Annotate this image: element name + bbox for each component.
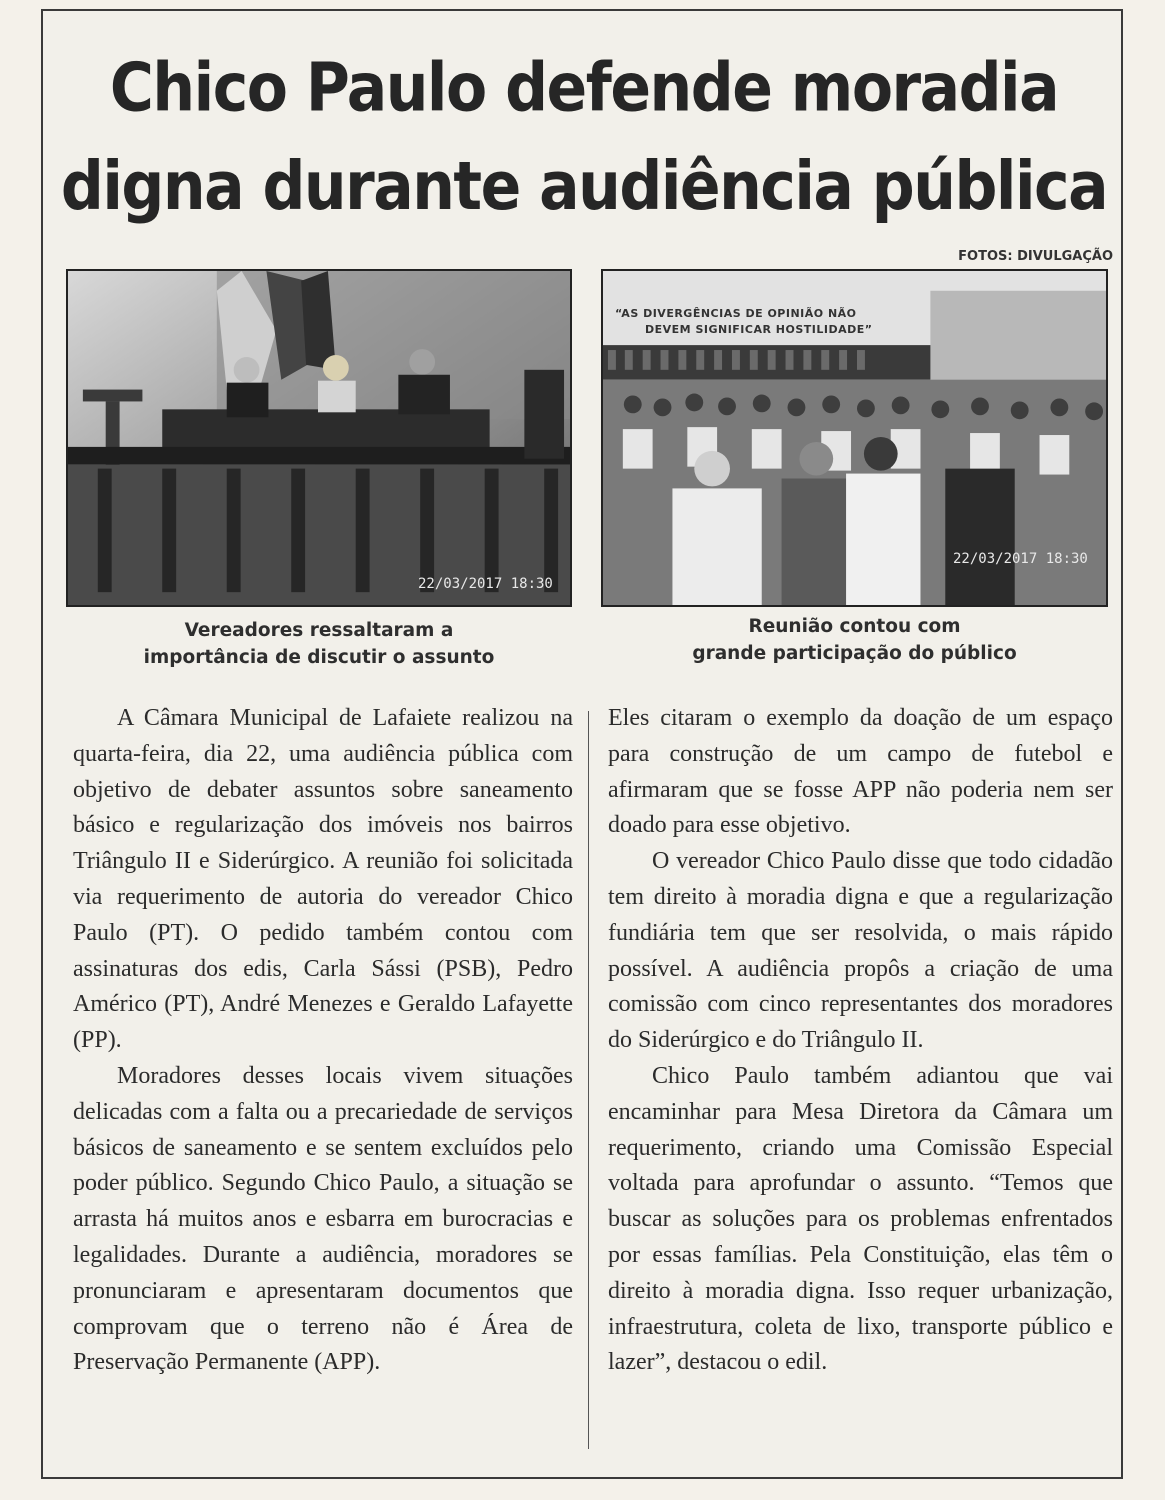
article-paragraph: Chico Paulo também adiantou que vai encaminhar para Mesa Diretora da Câmara um requerimento, criando uma Comissão Especial voltada para aprofundar o assunto. “Temos que buscar as soluções para os problemas enfrentados por essas famílias. Pela Constituição, elas têm o direito à moradia digna. Isso requer urbanização, infraestrutura, coleta de lixo, transporte público e lazer”, destacou o edil.: [608, 1062, 1113, 1376]
photo-council-image: [68, 271, 570, 605]
photo-caption-audience: [601, 613, 1108, 667]
caption-line-1: Vereadores ressaltaram a: [184, 620, 454, 641]
headline-line-1: Chico Paulo defende moradia: [109, 49, 1059, 128]
article-paragraph: A Câmara Municipal de Lafaiete realizou na quarta-feira, dia 22, uma audiência pública com objetivo de debater assuntos sobre saneamento básico e regularização dos imóveis nos bairros Triângulo II e Siderúrgico. A reunião foi solicitada via requerimento de autoria do vereador Chico Paulo (PT). O pedido também contou com assinaturas dos edis, Carla Sássi (PSB), Pedro Américo (PT), André Menezes e Geraldo Lafayette (PP).: [73, 705, 573, 1054]
photo-caption-council: [66, 617, 572, 671]
headline: [43, 39, 1125, 236]
caption-line-2: grande participação do público: [692, 643, 1017, 664]
wall-quote-line-1: “AS DIVERGÊNCIAS DE OPINIÃO NÃO: [615, 307, 857, 320]
column-divider: [588, 711, 589, 1449]
photo-council-members: [66, 269, 572, 607]
article-paragraph: O vereador Chico Paulo disse que todo cidadão tem direito à moradia digna e que a regularização fundiária tem que ser resolvida, o mais rápido possível. A audiência propôs a criação de uma comissão com cinco representantes dos moradores do Siderúrgico e do Triângulo II.: [608, 848, 1113, 1054]
article-column-right: [608, 701, 1113, 1381]
photo-timestamp: 22/03/2017 18:30: [418, 576, 553, 592]
caption-line-2: importância de discutir o assunto: [143, 647, 495, 668]
article-column-left: [73, 701, 573, 1381]
wall-quote-line-2: DEVEM SIGNIFICAR HOSTILIDADE”: [645, 323, 873, 336]
headline-line-2: digna durante audiência pública: [60, 147, 1108, 227]
article-paragraph: Eles citaram o exemplo da doação de um espaço para construção de um campo de futebol e afirmaram que se fosse APP não poderia nem ser doado para esse objetivo.: [608, 705, 1113, 839]
photo-timestamp: 22/03/2017 18:30: [953, 551, 1088, 567]
caption-line-1: Reunião contou com: [748, 616, 961, 637]
photo-audience: [601, 269, 1108, 607]
photo-credit: FOTOS: DIVULGAÇÃO: [958, 249, 1113, 264]
article-paragraph: Moradores desses locais vivem situações delicadas com a falta ou a precariedade de serviços básicos de saneamento e se sentem excluídos pelo poder público. Segundo Chico Paulo, a situação se arrasta há muitos anos e esbarra em burocracias e legalidades. Durante a audiência, moradores se pronunciaram e apresentaram documentos que comprovam que o terreno não é Área de Preservação Permanente (APP).: [73, 1062, 573, 1376]
newspaper-clipping: [41, 9, 1123, 1479]
